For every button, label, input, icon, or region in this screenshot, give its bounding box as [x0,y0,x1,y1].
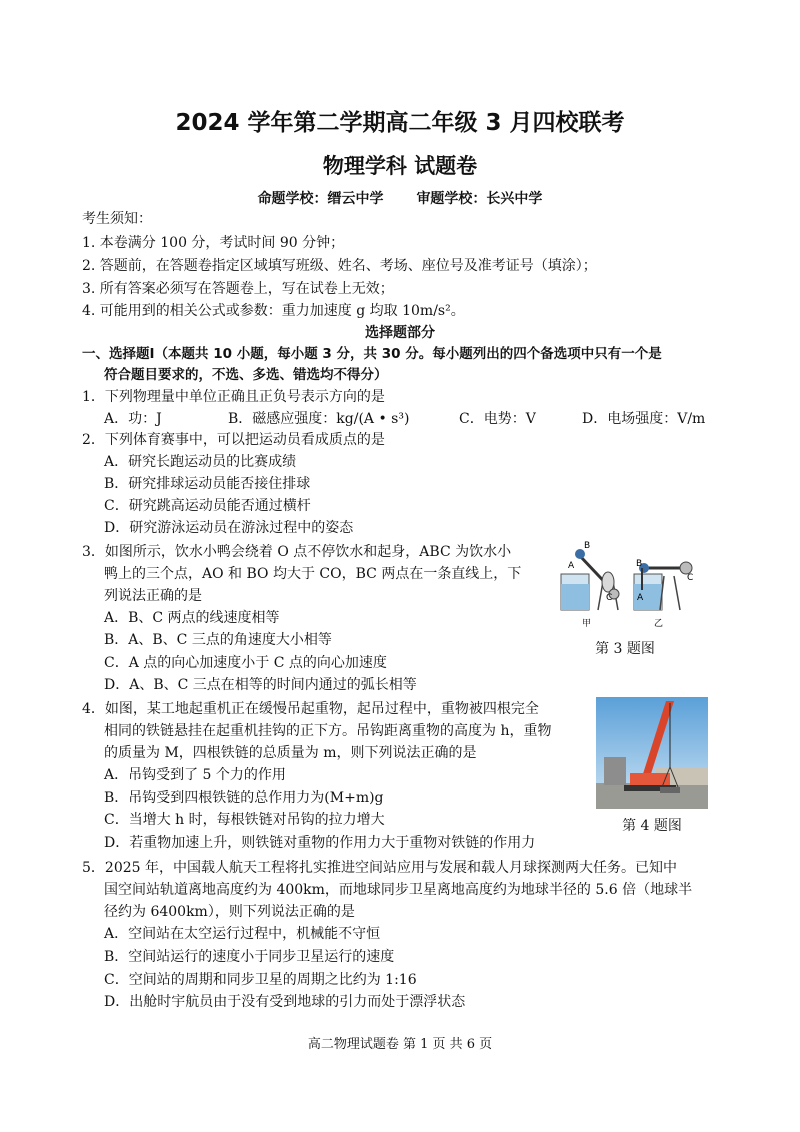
label-yi: 乙 [654,619,664,628]
q5-option-d: D．出舱时宇航员由于没有受到地球的引力而处于漂浮状态 [104,994,466,1010]
q2-option-c: C．研究跳高运动员能否通过横杆 [104,498,311,514]
label-jia: 甲 [582,619,592,628]
q1-option-d: D．电场强度：V/m [582,411,706,427]
q5-option-a: A．空间站在太空运行过程中，机械能不守恒 [104,926,381,942]
q4-crane-photo [596,697,708,809]
q5-stem: 径约为 6400km），则下列说法正确的是 [104,904,355,920]
q2-option-b: B．研究排球运动员能否接住排球 [104,476,311,492]
notice-heading: 考生须知： [82,211,152,227]
school-info [0,188,800,208]
part-title: 选择题部分 [365,325,435,341]
label-a-left: A [568,561,575,571]
q3-option-c: C．A 点的向心加速度小于 C 点的向心加速度 [104,655,387,671]
notice-item: 3. 所有答案必须写在答题卷上，写在试卷上无效； [82,281,394,297]
q4-stem: 相同的铁链悬挂在起重机挂钩的正下方。吊钩距离重物的高度为 h，重物 [104,723,552,739]
exam-title: 2024 学年第二学期高二年级 3 月四校联考 [175,110,625,136]
q1-stem: 1．下列物理量中单位正确且正负号表示方向的是 [82,389,385,405]
q4-stem: 的质量为 M，四根铁链的总质量为 m，则下列说法正确的是 [104,745,477,761]
reviewer-school: 审题学校：长兴中学 [416,191,543,207]
q5-option-b: B．空间站运行的速度小于同步卫星运行的速度 [104,949,395,965]
label-c-left: C [606,593,613,603]
q1-option-a: A．功：J [104,411,162,427]
crane-body [630,773,670,787]
q3-stem: 3．如图所示，饮水小鸭会绕着 O 点不停饮水和起身，ABC 为饮水小 [82,544,512,560]
q3-stem: 鸭上的三个点，AO 和 BO 均大于 CO，BC 两点在一条直线上，下 [104,566,522,582]
q2-option-d: D．研究游泳运动员在游泳过程中的姿态 [104,520,354,536]
label-b-left: B [584,541,591,551]
q5-stem: 5．2025 年，中国载人航天工程将扎实推进空间站应用与发展和载人月球探测两大任务。已知中 [82,860,677,876]
page-footer: 高二物理试题卷 第 1 页 共 6 页 [307,1037,493,1052]
q3-option-b: B．A、B、C 三点的角速度大小相等 [104,632,332,648]
notice-item: 2. 答题前，在答题卷指定区域填写班级、姓名、考场、座位号及准考证号（填涂）； [82,258,597,274]
q4-figure-caption: 第 4 题图 [622,818,682,834]
label-c-right: C [687,573,694,583]
section-heading-cont: 符合题目要求的，不选、多选、错选均不得分） [104,367,388,383]
setter-school: 命题学校：缙云中学 [257,191,384,207]
q3-option-d: D．A、B、C 三点在相等的时间内通过的弧长相等 [104,677,417,693]
notice-item: 1. 本卷满分 100 分，考试时间 90 分钟； [82,235,345,251]
q4-stem: 4．如图，某工地起重机正在缓慢吊起重物，起吊过程中，重物被四根完全 [82,701,539,717]
q3-figure [556,538,696,628]
q4-option-a: A．吊钩受到了 5 个力的作用 [104,767,286,783]
notice-item: 4. 可能用到的相关公式或参数：重力加速度 g 均取 10m/s²。 [82,303,465,319]
q4-option-d: D．若重物加速上升，则铁链对重物的作用力大于重物对铁链的作用力 [104,835,536,851]
q1-option-b: B．磁感应强度：kg/(A • s³) [228,411,410,427]
label-a-right: A [637,593,644,603]
q5-option-c: C．空间站的周期和同步卫星的周期之比约为 1:16 [104,972,417,988]
q2-stem: 2．下列体育赛事中，可以把运动员看成质点的是 [82,432,385,448]
label-b-right: B [636,559,643,569]
q2-option-a: A．研究长跑运动员的比赛成绩 [104,454,297,470]
water-left [561,584,589,610]
q3-stem: 列说法正确的是 [104,588,202,604]
exam-subtitle: 物理学科 试题卷 [322,154,478,178]
q5-stem: 国空间站轨道离地高度约为 400km，而地球同步卫星离地高度约为地球半径的 5.6 倍（地球半 [104,882,693,898]
q4-option-c: C．当增大 h 时，每根铁链对吊钩的拉力增大 [104,812,385,828]
q3-figure-caption: 第 3 题图 [595,641,655,657]
q3-option-a: A．B、C 两点的线速度相等 [104,610,280,626]
section-heading: 一、选择题Ⅰ（本题共 10 小题，每小题 3 分，共 30 分。每小题列出的四个备选项中只有一个是 [82,346,662,362]
q1-option-c: C．电势：V [459,411,536,427]
load [660,787,680,793]
q4-option-b: B．吊钩受到四根铁链的总作用力为(M+m)g [104,790,384,806]
